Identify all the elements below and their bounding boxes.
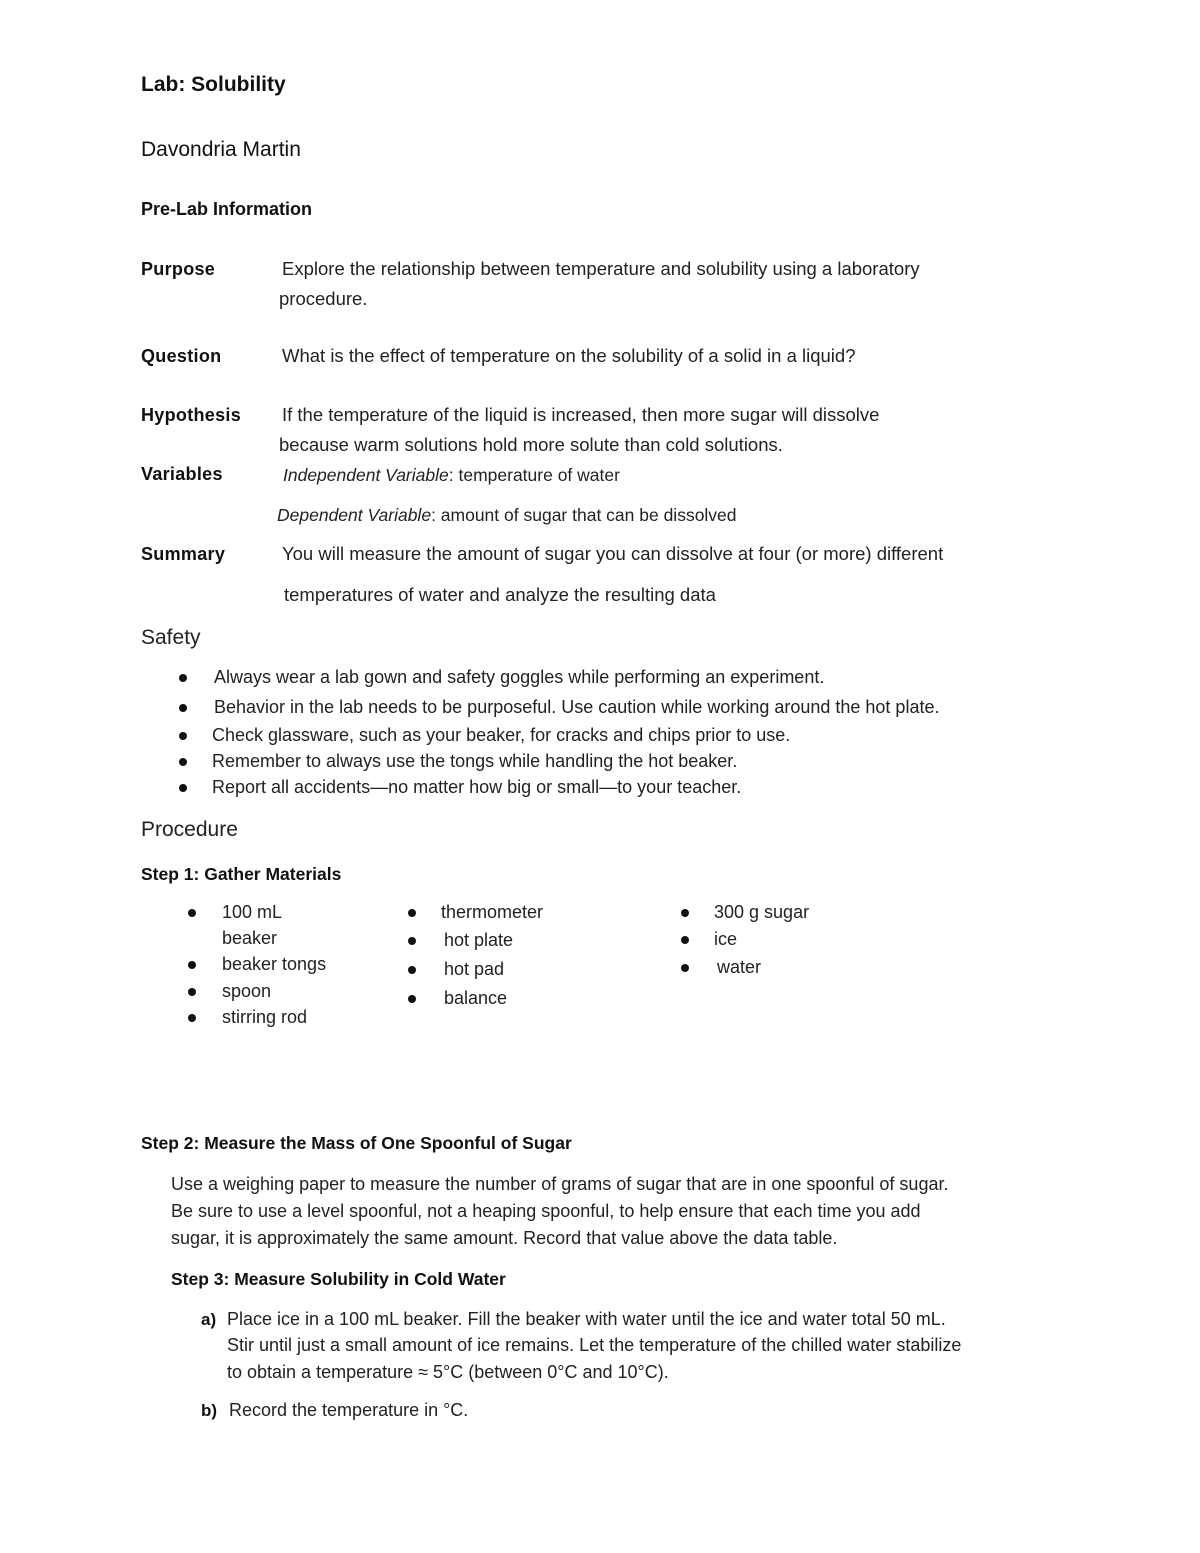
- step3-b-label: b): [201, 1401, 218, 1420]
- step3-a-line2: Stir until just a small amount of ice remains. Let the temperature of the chilled water stabilize: [227, 1335, 962, 1355]
- independent-variable-label: Independent Variable: [283, 465, 449, 485]
- material-item: hot pad: [444, 959, 505, 979]
- bullet-icon: [408, 937, 416, 945]
- bullet-icon: [408, 995, 416, 1003]
- bullet-icon: [681, 936, 689, 944]
- hypothesis-label: Hypothesis: [141, 405, 242, 425]
- safety-item: Check glassware, such as your beaker, for cracks and chips prior to use.: [212, 725, 791, 745]
- bullet-icon: [179, 784, 187, 792]
- material-item: beaker: [222, 928, 278, 948]
- dependent-variable-value: : amount of sugar that can be dissolved: [431, 505, 737, 525]
- step2-text-line2: Be sure to use a level spoonful, not a heaping spoonful, to help ensure that each time you add: [171, 1201, 921, 1221]
- bullet-icon: [408, 909, 416, 917]
- bullet-icon: [681, 909, 689, 917]
- summary-text-line2: temperatures of water and analyze the resulting data: [284, 584, 716, 605]
- material-item: beaker tongs: [222, 954, 327, 974]
- material-item: spoon: [222, 981, 272, 1001]
- independent-variable: [283, 465, 620, 486]
- step3-a-label: a): [201, 1310, 217, 1329]
- bullet-icon: [179, 758, 187, 766]
- step2-text-line1: Use a weighing paper to measure the number of grams of sugar that are in one spoonful of sugar.: [171, 1174, 949, 1194]
- bullet-icon: [681, 964, 689, 972]
- step1-title: Step 1: Gather Materials: [141, 864, 342, 884]
- bullet-icon: [188, 988, 196, 996]
- step2-title: Step 2: Measure the Mass of One Spoonful of Sugar: [141, 1133, 572, 1153]
- material-item: hot plate: [444, 930, 514, 950]
- bullet-icon: [179, 704, 187, 712]
- variables-label: Variables: [141, 464, 223, 484]
- purpose-text-line1: Explore the relationship between temperature and solubility using a laboratory: [282, 258, 920, 279]
- step3-title: Step 3: Measure Solubility in Cold Water: [171, 1269, 506, 1289]
- summary-text-line1: You will measure the amount of sugar you can dissolve at four (or more) different: [282, 543, 944, 564]
- material-item: thermometer: [441, 902, 544, 922]
- material-item: 100 mL: [222, 902, 283, 922]
- purpose-label: Purpose: [141, 259, 216, 279]
- document-title: Lab: Solubility: [141, 73, 286, 96]
- material-item: water: [717, 957, 762, 977]
- prelab-heading: Pre-Lab Information: [141, 199, 313, 219]
- question-text: What is the effect of temperature on the solubility of a solid in a liquid?: [282, 345, 856, 366]
- author-name: Davondria Martin: [141, 138, 301, 161]
- step3-a-line3: to obtain a temperature ≈ 5°C (between 0°C and 10°C).: [227, 1362, 669, 1382]
- step2-text-line3: sugar, it is approximately the same amount. Record that value above the data table.: [171, 1228, 838, 1248]
- summary-label: Summary: [141, 544, 226, 564]
- procedure-heading: Procedure: [141, 818, 238, 841]
- bullet-icon: [188, 961, 196, 969]
- bullet-icon: [408, 966, 416, 974]
- material-item: 300 g sugar: [714, 902, 810, 922]
- bullet-icon: [179, 674, 187, 682]
- bullet-icon: [179, 732, 187, 740]
- safety-item: Remember to always use the tongs while handling the hot beaker.: [212, 751, 738, 771]
- safety-item: Behavior in the lab needs to be purposeful. Use caution while working around the hot plate.: [214, 697, 940, 717]
- bullet-icon: [188, 909, 196, 917]
- material-item: ice: [714, 929, 738, 949]
- hypothesis-text-line2: because warm solutions hold more solute than cold solutions.: [279, 434, 783, 455]
- question-label: Question: [141, 346, 222, 366]
- step3-a-line1: Place ice in a 100 mL beaker. Fill the beaker with water until the ice and water total 50 mL.: [227, 1309, 946, 1329]
- material-item: balance: [444, 988, 508, 1008]
- material-item: stirring rod: [222, 1007, 308, 1027]
- safety-item: Report all accidents—no matter how big or small—to your teacher.: [212, 777, 742, 797]
- bullet-icon: [188, 1014, 196, 1022]
- hypothesis-text-line1: If the temperature of the liquid is increased, then more sugar will dissolve: [282, 404, 880, 425]
- dependent-variable: [277, 505, 737, 526]
- safety-item: Always wear a lab gown and safety goggles while performing an experiment.: [214, 667, 825, 687]
- independent-variable-value: : temperature of water: [448, 465, 620, 485]
- safety-heading: Safety: [141, 626, 201, 649]
- purpose-text-line2: procedure.: [279, 288, 368, 309]
- step3-b-text: Record the temperature in °C.: [229, 1400, 469, 1420]
- dependent-variable-label: Dependent Variable: [277, 505, 432, 525]
